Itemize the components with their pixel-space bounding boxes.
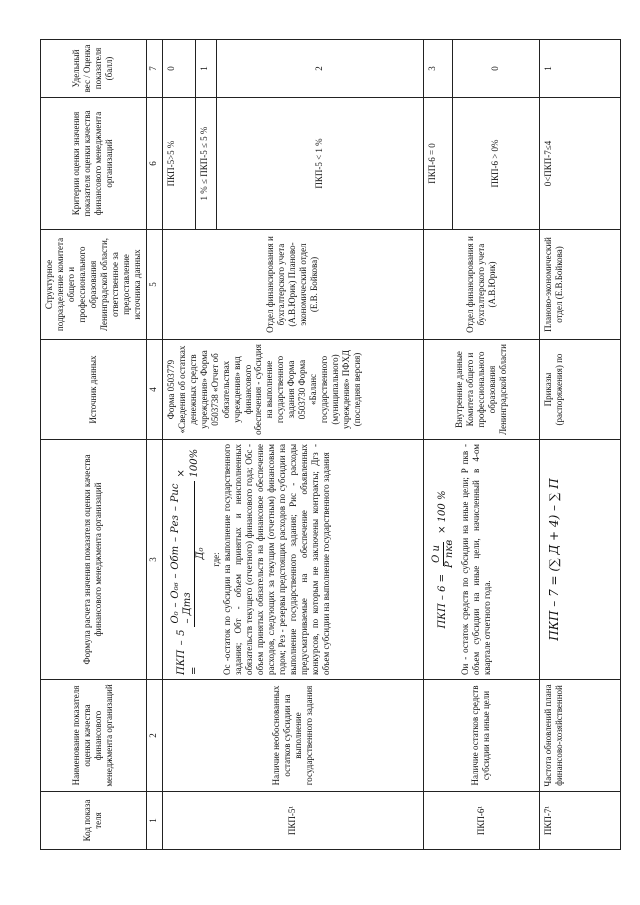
criterion: ПКП-6 > 0% <box>452 98 539 230</box>
indicator-unit: Отдел финансирования и бухгалтерского учета (А.В.Юрик) <box>423 230 539 340</box>
table-row <box>539 40 620 850</box>
col-number: 2 <box>146 680 162 792</box>
indicator-formula <box>162 440 423 680</box>
header-name: Наименование показателя оценки качества финансового менеджмента организаций <box>41 680 147 792</box>
header-unit: Структурное подразделение комитета общего и профессионального образования Ленинградской области, ответственное за предоставление источника данных <box>41 230 147 340</box>
indicator-formula <box>423 440 539 680</box>
document-page <box>40 40 625 850</box>
column-number-row <box>146 40 162 850</box>
indicator-source: Приказы (распоряжения) по <box>539 340 620 440</box>
indicator-formula <box>539 440 620 680</box>
formula-expression: ПКП – 7 = (∑ Д + 4) – ∑ П <box>546 478 561 641</box>
criterion: 1 % ≤ ПКП-5 ≤ 5 % <box>195 98 216 230</box>
formula-fraction <box>431 537 456 571</box>
header-weight: Удельный вес / Оценка показателя (балл) <box>41 40 147 98</box>
formula-expression <box>427 444 460 675</box>
indicator-name: Наличие необоснованных остатков субсидии на выполнение государственного задания <box>162 680 423 792</box>
indicator-name: Наличие остатков средств субсидии на иные цели <box>423 680 539 792</box>
table-row <box>162 40 195 850</box>
criterion: ПКП-6 = 0 <box>423 98 452 230</box>
indicator-code: ПКП-7¹ <box>539 792 620 850</box>
header-row <box>41 40 147 850</box>
weight: 1 <box>195 40 216 98</box>
header-source: Источник данных <box>41 340 147 440</box>
indicator-code: ПКП-5¹ <box>162 792 423 850</box>
indicator-unit: Отдел финансирования и бухгалтерского учета (А.В.Юрик) Планово-экономический отдел (Е.В. Бойкова) <box>162 230 423 340</box>
indicator-table <box>40 39 621 850</box>
col-number: 7 <box>146 40 162 98</box>
formula-tail: × 100% <box>176 448 200 478</box>
header-formula: Формула расчета значения показателя оценки качества финансового менеджмента организаций <box>41 440 147 680</box>
col-number: 4 <box>146 340 162 440</box>
criterion: 0<ПКП-7≤4 <box>539 98 620 230</box>
formula-label: ПКП – 6 = <box>437 574 449 629</box>
formula-tail: × 100 % <box>437 490 449 534</box>
indicator-unit: Планово-экономический отдел (Е.В.Бойкова) <box>539 230 620 340</box>
criterion: ПКП-5 < 1 % <box>216 98 423 230</box>
col-number: 5 <box>146 230 162 340</box>
table-row <box>423 40 452 850</box>
col-number: 6 <box>146 98 162 230</box>
col-number: 3 <box>146 440 162 680</box>
weight: 0 <box>162 40 195 98</box>
formula-where: где: <box>211 552 222 567</box>
formula-description: Ои - остаток средств по субсидии на иные цели; Р пкв - объем субсидии на иные цели, начисленный в 4-ом квартале отчетного года. <box>460 444 493 675</box>
col-number: 1 <box>146 792 162 850</box>
formula-numerator: О и <box>431 542 444 566</box>
weight: 1 <box>539 40 620 98</box>
formula-label: ПКП – 5 = <box>176 629 200 675</box>
indicator-code: ПКП-6¹ <box>423 792 539 850</box>
indicator-name: Частота обновлений плана финансово-хозяйственной <box>539 680 620 792</box>
formula-fraction <box>170 481 208 627</box>
weight: 0 <box>452 40 539 98</box>
indicator-source: Форма 0503779 «Сведения об остатках денежных средств учреждения» Форма 0503738 «Отчет об обязательствах учреждения» вид финансового обеспечения - субсидия на выполнение государственного задания Форма 0503730 Форма «Баланс государственного (муниципального) учреждения» ПФХД (последняя версия) <box>162 340 423 440</box>
formula-denominator: Д₀ <box>195 547 207 560</box>
header-criteria: Критерии оценки значения показателя оценки качества финансового менеджмента организаций <box>41 98 147 230</box>
weight: 2 <box>216 40 423 98</box>
formula-description: Ос -остаток по субсидии на выполнение государственного задания; Обт - объем принятых и неисполненных обязательств текущего (отчетного) финансового года; Обс - объем принятых обязательств на финансовое обеспечение расходов, следующих за текущим (отчетным) финансовым годом; Рез - резервы предстоящих расходов по субсидии на выполнение государственного задания; Рис - расходы предусматриваемые на обеспечение объявленных конкурсов, по которым не заключены контракты; Дгз - объем субсидии на выполнение государственного задания <box>222 444 331 675</box>
formula-denominator: Р пкв <box>443 539 455 568</box>
formula-numerator: О₀ – О₀₆ – Обт – Рез – Рис – Дтз <box>170 481 195 627</box>
formula-expression <box>166 444 212 675</box>
criterion: ПКП-5>5 % <box>162 98 195 230</box>
weight: 3 <box>423 40 452 98</box>
indicator-source: Внутренние данные Комитета общего и профессионального образования Ленинградской области <box>423 340 539 440</box>
header-code: Код показа теля <box>41 792 147 850</box>
